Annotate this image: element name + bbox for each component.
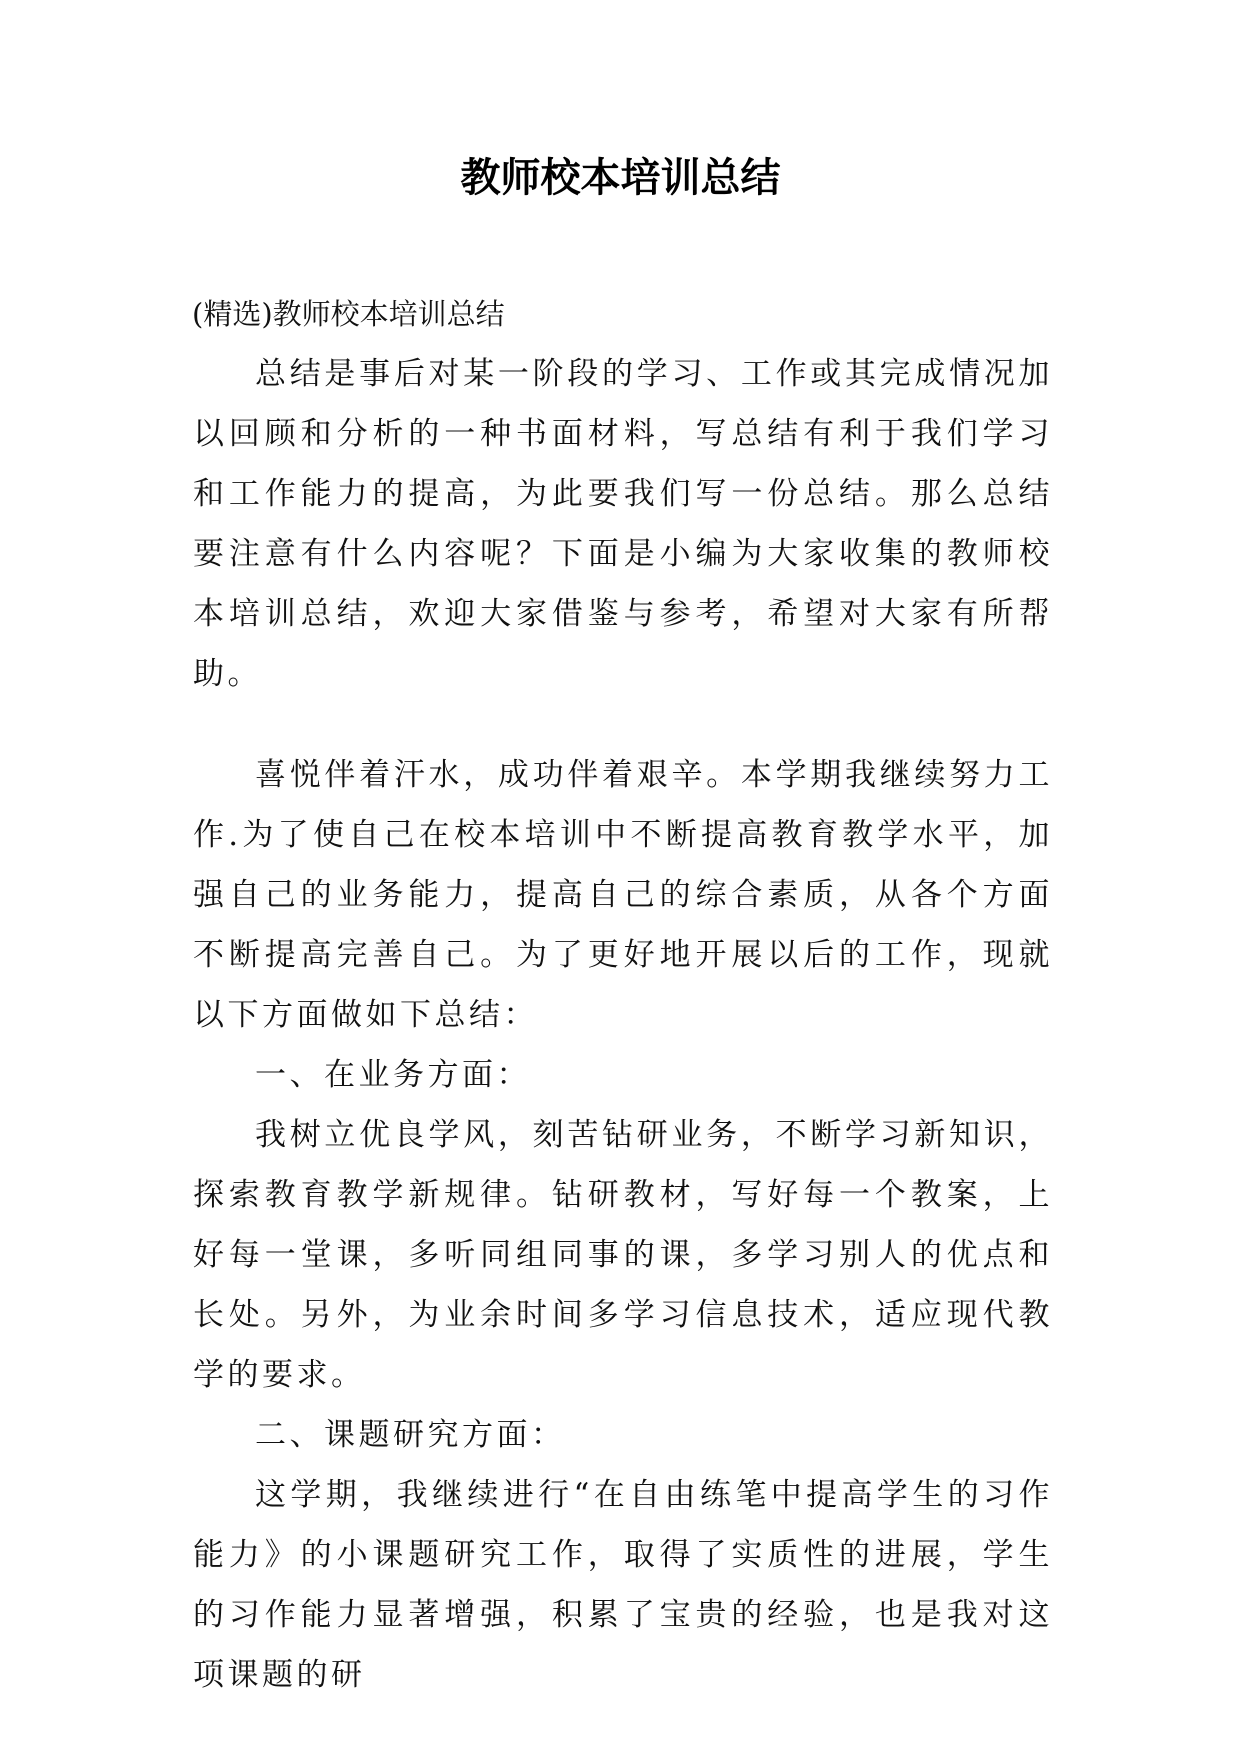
body-section (193, 745, 1053, 1705)
document-title: 教师校本培训总结 (460, 154, 781, 201)
body-paragraph: 这学期，我继续进行“在自由练笔中提高学生的习作能力》的小课题研究工作，取得了实质性的进展，学生的习作能力显著增强，积累了宝贵的经验，也是我对这项课题的研 (193, 1477, 1053, 1693)
body-paragraph: 我树立优良学风，刻苦钻研业务，不断学习新知识，探索教育教学新规律。钻研教材，写好每一个教案，上好每一堂课，多听同组同事的课，多学习别人的优点和长处。另外，为业余时间多学习信息技术，适应现代教学的要求。 (193, 1117, 1053, 1393)
section-heading-research: 二、课题研究方面： (255, 1417, 566, 1453)
section-heading-business: 一、在业务方面： (255, 1057, 531, 1093)
intro-paragraph: 总结是事后对某一阶段的学习、工作或其完成情况加以回顾和分析的一种书面材料，写总结有利于我们学习和工作能力的提高，为此要我们写一份总结。那么总结要注意有什么内容呢？下面是小编为大家收集的教师校本培训总结，欢迎大家借鉴与参考，希望对大家有所帮助。 (193, 356, 1053, 692)
body-paragraph: 喜悦伴着汗水，成功伴着艰辛。本学期我继续努力工作.为了使自己在校本培训中不断提高教育教学水平，加强自己的业务能力，提高自己的综合素质，从各个方面不断提高完善自己。为了更好地开展以后的工作，现就以下方面做如下总结： (193, 757, 1053, 1033)
document-subtitle: (精选)教师校本培训总结 (192, 297, 505, 331)
intro-section (193, 344, 1053, 704)
